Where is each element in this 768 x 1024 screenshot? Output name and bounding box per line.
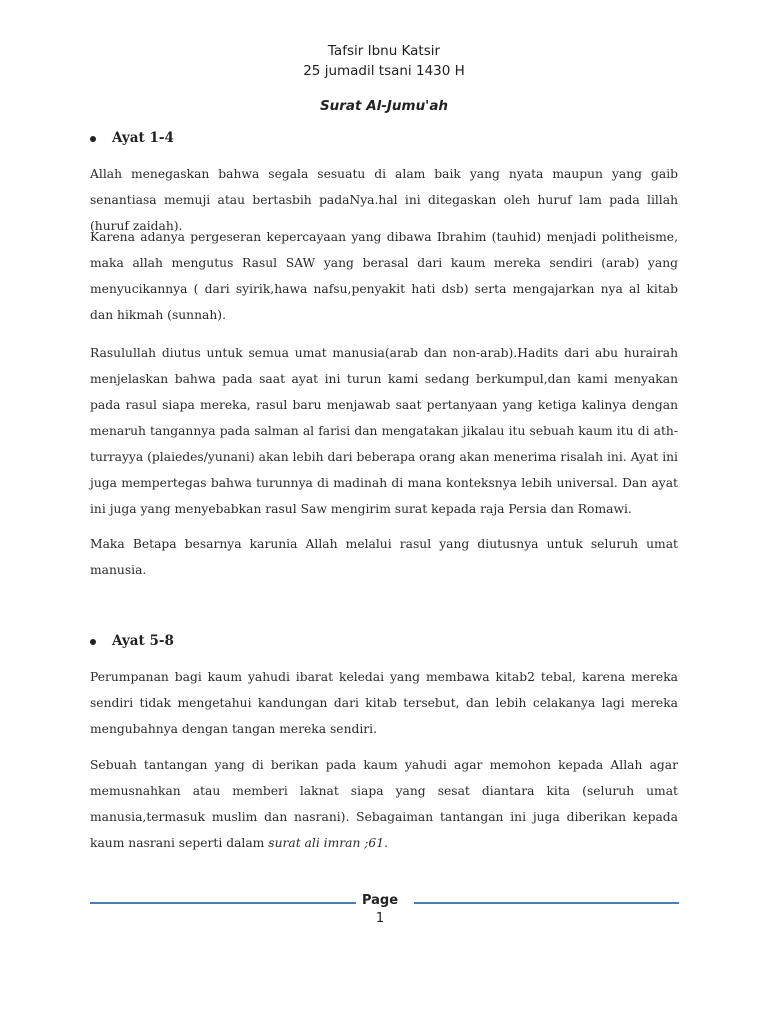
bullet-icon bbox=[90, 639, 96, 645]
paragraph-text: Sebuah tantangan yang di berikan pada kaum yahudi agar memohon kepada Allah agar memusnahkan atau memberi laknat siapa yang sesat diantara kita (seluruh umat manusia,termasuk muslim dan nasrani). Sebagaiman tantangan ini juga diberikan kepada kaum nasrani seperti dalam bbox=[90, 758, 678, 850]
section-heading-label: Ayat 5-8 bbox=[112, 633, 174, 649]
section-heading-ayat-1-4 bbox=[112, 130, 174, 146]
footer-rule-left bbox=[90, 902, 356, 904]
section-heading-ayat-5-8 bbox=[112, 633, 174, 649]
footer-rule-right bbox=[414, 902, 679, 904]
page-label: Page bbox=[361, 893, 399, 908]
paragraph: Karena adanya pergeseran kepercayaan yang dibawa Ibrahim (tauhid) menjadi politheisme, maka allah mengutus Rasul SAW yang berasal dari kaum mereka sendiri (arab) yang menyucikannya ( dari syirik,hawa nafsu,penyakit hati dsb) serta mengajarkan nya al kitab dan hikmah (sunnah). bbox=[90, 230, 678, 322]
citation: surat ali imran ;61. bbox=[268, 836, 388, 850]
page-number: 1 bbox=[375, 911, 385, 926]
paragraph: Maka Betapa besarnya karunia Allah melalui rasul yang diutusnya untuk seluruh umat manusia. bbox=[90, 537, 678, 577]
document-date-line: 25 jumadil tsani 1430 H bbox=[303, 63, 465, 79]
bullet-icon bbox=[90, 136, 96, 142]
paragraph: Perumpanan bagi kaum yahudi ibarat keledai yang membawa kitab2 tebal, karena mereka sendiri tidak mengetahui kandungan dari kitab tersebut, dan lebih celakanya lagi mereka mengubahnya dengan tangan mereka sendiri. bbox=[90, 670, 678, 736]
section-heading-label: Ayat 1-4 bbox=[112, 130, 174, 146]
surah-title: Surat Al-Jumu'ah bbox=[319, 98, 449, 114]
paragraph: Allah menegaskan bahwa segala sesuatu di alam baik yang nyata maupun yang gaib senantiasa memuji atau bertasbih padaNya.hal ini ditegaskan oleh huruf lam pada lillah (huruf zaidah). bbox=[90, 167, 678, 233]
document-title-line: Tafsir Ibnu Katsir bbox=[327, 43, 441, 59]
paragraph: Rasulullah diutus untuk semua umat manusia(arab dan non-arab).Hadits dari abu hurairah menjelaskan bahwa pada saat ayat ini turun kami sedang berkumpul,dan kami menyakan pada rasul siapa mereka, rasul baru menjawab saat pertanyaan yang ketiga kalinya dengan menaruh tangannya pada salman al farisi dan mengatakan jikalau itu sebuah kaum itu di ath-turrayya (plaiedes/yunani) akan lebih dari beberapa orang akan menerima risalah ini. Ayat ini juga mempertegas bahwa turunnya di madinah di mana konteksnya lebih universal. Dan ayat ini juga yang menyebabkan rasul Saw mengirim surat kepada raja Persia dan Romawi. bbox=[90, 346, 678, 516]
paragraph bbox=[90, 752, 678, 856]
